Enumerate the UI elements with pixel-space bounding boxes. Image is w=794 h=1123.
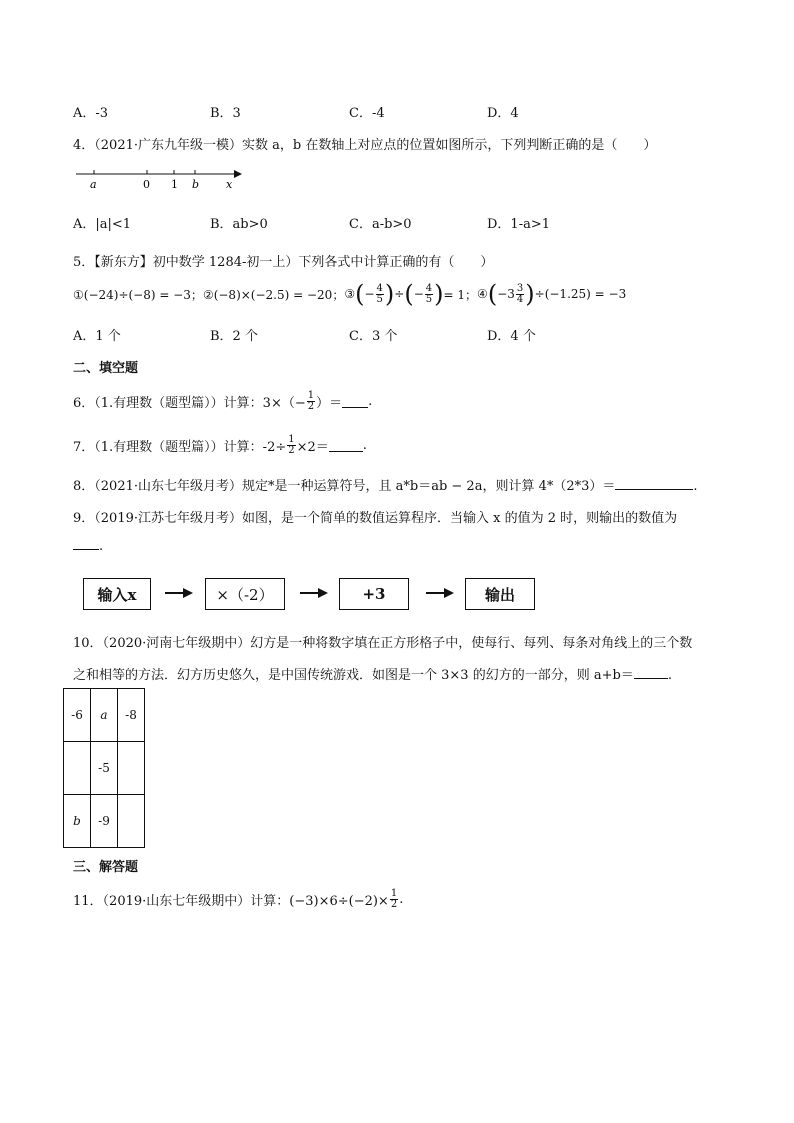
q6: 6．（1.有理数（题型篇））计算：3×（− $\frac{1}{2}$ ）＝ . [73, 390, 373, 412]
fraction: $\frac{1}{2}$ [288, 434, 295, 456]
magic-cell: -9 [91, 795, 118, 848]
q7: 7．（1.有理数（题型篇））计算：-2÷ $\frac{1}{2}$ ×2＝ . [73, 434, 367, 456]
section-answer: 三、解答题 [73, 860, 139, 875]
q5-option-c: C．3 个 [349, 329, 398, 344]
q4-option-d: D．1-a>1 [487, 217, 551, 232]
q11: 11．（2019·山东七年级期中）计算：(−3)×6÷(−2)× $\frac{1}{2}$ . [73, 888, 404, 910]
fraction: $\frac{1}{2}$ [390, 888, 398, 910]
axis-label-0: 0 [143, 178, 150, 191]
q5-expr1: ①(−24)÷(−8) = −3； [73, 287, 203, 302]
q5-expr4-label: ④ [477, 287, 488, 301]
flow-multiply-box: ×（-2） [205, 578, 285, 610]
q5-stem: 5．【新东方】初中数学 1284-初一上）下列各式中计算正确的有（ ） [73, 255, 494, 270]
magic-cell: a [91, 689, 118, 742]
q10-line1: 10．（2020·河南七年级期中）幻方是一种将数字填在正方形格子中，使每行、每列、每条对角线上的三个数 [73, 636, 693, 651]
answer-blank[interactable] [634, 666, 668, 679]
q10-line2: 之和相等的方法．幻方历史悠久，是中国传统游戏．如图是一个 3×3 的幻方的一部分，则 a+b＝ . [73, 668, 672, 683]
axis-label-1: 1 [171, 178, 178, 191]
q5-expr3-label: ③ [344, 287, 356, 301]
magic-cell: -6 [64, 689, 91, 742]
flow-add-box: +3 [339, 578, 409, 610]
q9-line1: 9．（2019·江苏七年级月考）如图，是一个简单的数值运算程序．当输入 x 的值为 2 时，则输出的数值为 [73, 511, 678, 526]
answer-blank[interactable] [329, 439, 363, 452]
axis-label-x: x [226, 178, 233, 191]
arrow-right-icon [426, 586, 454, 600]
q4-option-a: A．|a|<1 [73, 217, 132, 232]
magic-cell [118, 742, 145, 795]
q3-option-a: A．-3 [73, 106, 109, 121]
magic-cell [64, 742, 91, 795]
q3-option-b: B．3 [210, 106, 241, 121]
q8: 8．（2021·山东七年级月考）规定*是一种运算符号，且 a*b＝ab − 2a，则计算 4*（2*3）＝ . [73, 479, 698, 494]
q5-expressions: ①(−24)÷(−8) = −3； ②(−8)×(−2.5) = −20； ③ ( − $\frac{4}{5}$ ) ÷ ( − $\frac{4}{5}$ ) = 1； ④ ( −3 $\frac{3}{4}$ ) ÷(−1.25) = −3 [73, 280, 627, 308]
q4-option-c: C．a-b>0 [349, 217, 412, 232]
q5-option-a: A．1 个 [73, 329, 121, 344]
q5-expr2: ②(−8)×(−2.5) = −20； [202, 287, 345, 302]
magic-cell: -5 [91, 742, 118, 795]
section-fill-in: 二、填空题 [73, 361, 139, 376]
q3-option-d: D．4 [487, 106, 519, 121]
arrow-right-icon [300, 586, 328, 600]
axis-label-b: b [192, 178, 200, 191]
fraction: $\frac{1}{2}$ [307, 390, 315, 412]
fraction: $\frac{3}{4}$ [516, 282, 524, 305]
magic-cell: b [64, 795, 91, 848]
q3-option-c: C．-4 [349, 106, 385, 121]
answer-blank[interactable] [73, 537, 99, 550]
magic-cell [118, 795, 145, 848]
flow-output-box: 输出 [465, 578, 535, 610]
q5-option-b: B．2 个 [210, 329, 258, 344]
q5-option-d: D．4 个 [487, 329, 536, 344]
answer-blank[interactable] [615, 477, 693, 490]
q4-option-b: B．ab>0 [210, 217, 268, 232]
magic-cell: -8 [118, 689, 145, 742]
fraction: $\frac{4}{5}$ [376, 282, 383, 305]
magic-square [63, 688, 145, 848]
arrow-right-icon [165, 586, 193, 600]
q4-stem: 4．（2021·广东九年级一模）实数 a，b 在数轴上对应点的位置如图所示，下列判断正确的是（ ） [73, 138, 657, 153]
axis-label-a: a [90, 178, 97, 191]
answer-blank[interactable] [342, 395, 368, 408]
q9-line2: . [73, 537, 103, 554]
flow-input-box: 输入x [83, 578, 151, 610]
q4-number-line [72, 164, 242, 192]
fraction: $\frac{4}{5}$ [425, 282, 433, 305]
